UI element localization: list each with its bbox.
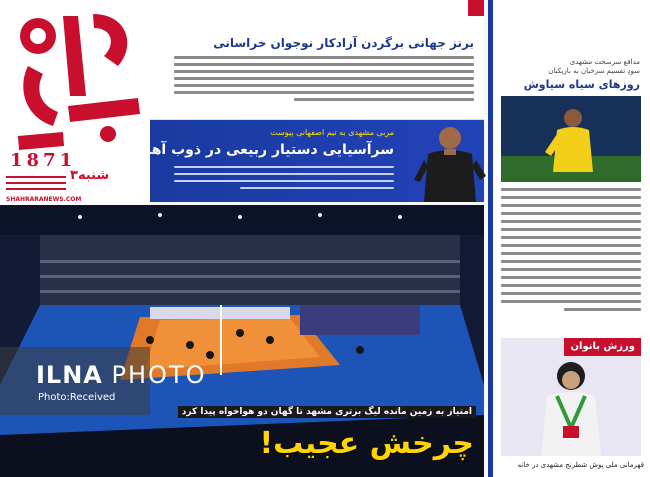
womens-sports-caption: قهرمانی ملی پوش شطرنج مشهدی در خانه [517,461,644,469]
band-kicker: مربی مشهدی به تیم اصفهانی پیوست [270,128,394,137]
right-headline: روزهای سیاه سیاوش [523,78,640,91]
womens-sports-box [501,338,641,456]
masthead [0,0,150,205]
watermark-title: ILNA PHOTO [36,361,207,389]
football-player-photo [501,96,641,182]
newspaper-logo [8,6,148,156]
band-body [174,166,394,194]
top-story-headline: برنز جهانی برگردن آزادکار نوجوان خراسانی [213,36,474,50]
coach-photo [410,120,490,202]
womens-sports-label: ورزش بانوان [564,338,641,356]
website-address: SHAHRARANEWS.COM [6,196,82,203]
right-column-body [501,188,641,316]
issue-weekday: ۳شنبه [70,168,110,183]
right-column [493,0,650,477]
right-kicker: مدافع سرسخت مشهدی [569,58,640,66]
main-photo [0,205,484,477]
corner-badge [468,0,484,16]
founding-year: 1871 [10,150,77,171]
main-photo-caption: امتیاز به زمین مانده لیگ برتری مشهد تا گهان دو هواخواه پیدا کرد [178,406,476,418]
top-story-body [174,56,474,105]
right-subkicker: سودِ تقسیم سرخیان به بازیکنان [548,67,640,75]
watermark-subtitle: Photo:Received [38,392,116,403]
sports-band [139,120,484,202]
band-headline: سرآسیایی دستیار ربیعی در ذوب آهن [139,142,394,158]
top-story [150,0,484,120]
main-headline: چرخش عجیب! [259,426,474,461]
